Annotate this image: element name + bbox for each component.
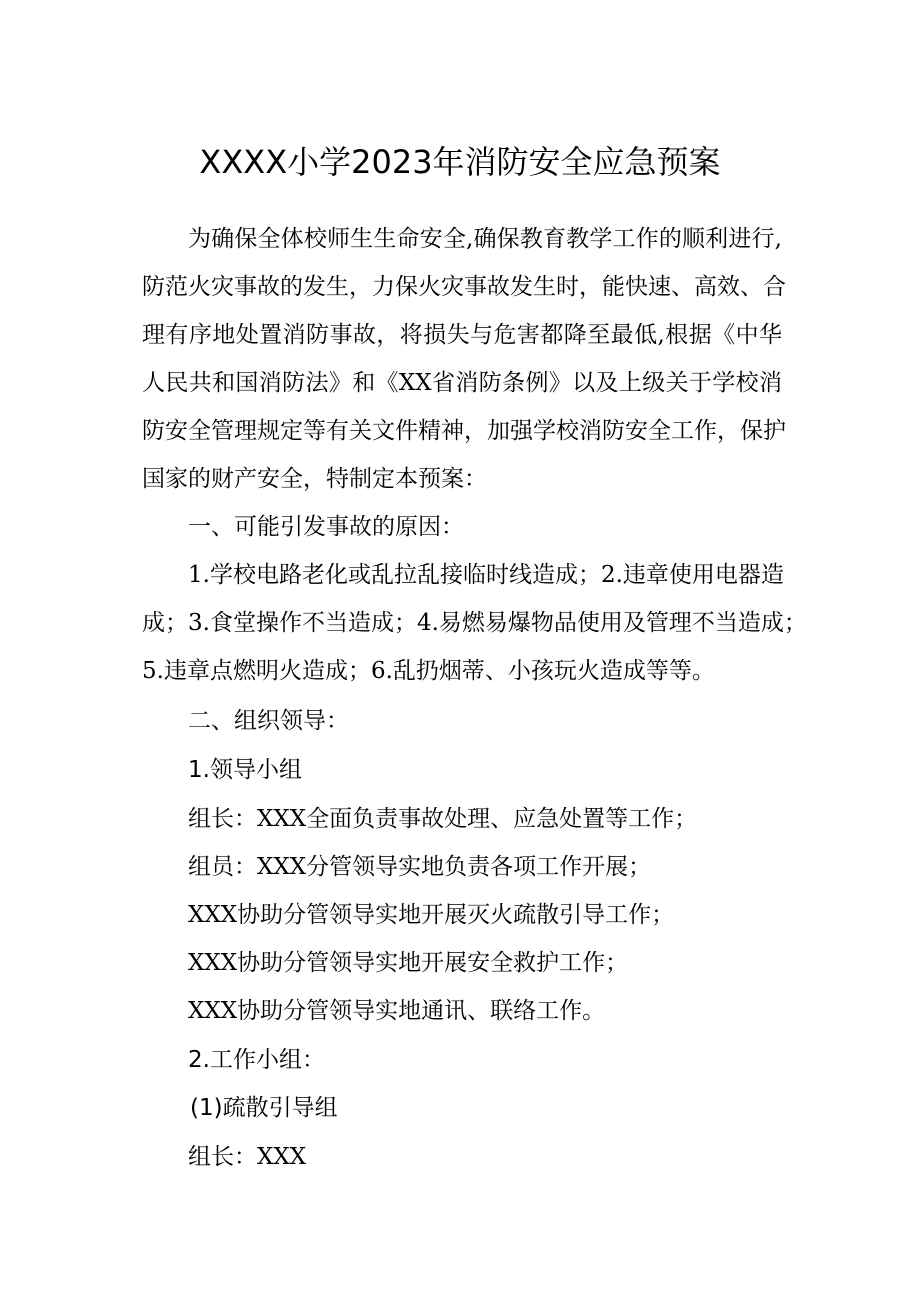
intro-line: 为确保全体校师生生命安全,确保教育教学工作的顺利进行,: [188, 226, 782, 252]
subsection-heading: (1)疏散引导组: [190, 1095, 338, 1121]
intro-line: 理有序地处置消防事故，将损失与危害都降至最低,根据《中华: [142, 322, 782, 348]
intro-line: 防范火灾事故的发生，力保火灾事故发生时，能快速、高效、合: [142, 274, 786, 300]
paragraph-line: 组长：XXX: [188, 1144, 307, 1170]
paragraph-line: XXX协助分管领导实地通讯、联络工作。: [188, 998, 606, 1024]
section-heading: 二、组织领导：: [188, 708, 349, 734]
document-title: XXXX小学2023年消防安全应急预案: [199, 143, 721, 181]
paragraph-line: XXX协助分管领导实地开展安全救护工作；: [188, 950, 629, 976]
subsection-heading: 1.领导小组: [188, 757, 302, 783]
intro-line: 国家的财产安全，特制定本预案：: [142, 466, 487, 492]
section-heading: 一、可能引发事故的原因：: [188, 514, 464, 540]
paragraph-line: 5.违章点燃明火造成；6.乱扔烟蒂、小孩玩火造成等等。: [142, 658, 715, 684]
subsection-heading: 2.工作小组：: [188, 1047, 325, 1073]
paragraph-line: 成；3.食堂操作不当造成；4.易燃易爆物品使用及管理不当造成；: [142, 610, 807, 636]
intro-line: 防安全管理规定等有关文件精神，加强学校消防安全工作，保护: [142, 418, 786, 444]
intro-line: 人民共和国消防法》和《XX省消防条例》以及上级关于学校消: [142, 370, 782, 396]
paragraph-line: 1.学校电路老化或乱拉乱接临时线造成；2.违章使用电器造: [188, 562, 784, 588]
paragraph-line: 组长：XXX全面负责事故处理、应急处置等工作；: [188, 806, 698, 832]
paragraph-line: XXX协助分管领导实地开展灭火疏散引导工作；: [188, 902, 675, 928]
paragraph-line: 组员：XXX分管领导实地负责各项工作开展；: [188, 854, 652, 880]
